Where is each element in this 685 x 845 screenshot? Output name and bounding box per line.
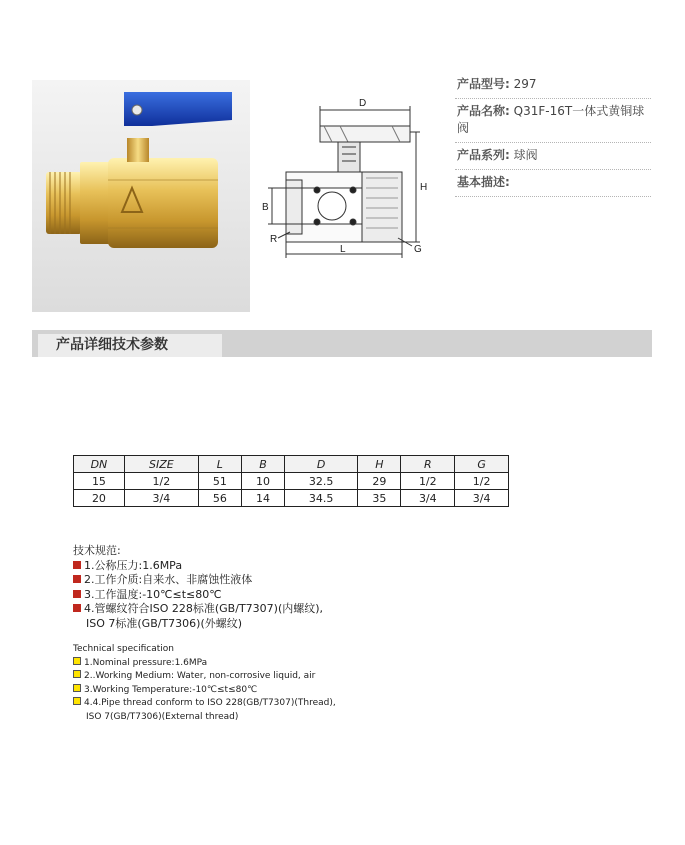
dim-label-l: L (340, 244, 346, 255)
product-desc-row (455, 170, 651, 197)
yellow-square-bullet-icon (73, 697, 81, 705)
table-cell: 1/2 (455, 473, 509, 490)
product-model-value: 297 (513, 77, 537, 91)
table-cell: 3/4 (401, 490, 455, 507)
yellow-square-bullet-icon (73, 670, 81, 678)
dim-label-g: G (414, 244, 422, 255)
table-row (74, 473, 509, 490)
dim-label-d: D (359, 98, 367, 109)
red-square-bullet-icon (73, 575, 81, 583)
table-header-cell: R (401, 456, 455, 473)
table-header-cell: L (198, 456, 241, 473)
table-cell: 3/4 (455, 490, 509, 507)
product-series-value: 球阀 (513, 148, 538, 162)
spec-cn-item: 2.工作介质:自来水、非腐蚀性液体 (84, 573, 253, 586)
dim-label-r: R (270, 234, 278, 245)
dimension-table (73, 455, 509, 507)
list-item (73, 602, 323, 617)
table-cell: 20 (74, 490, 125, 507)
table-cell: 1/2 (124, 473, 198, 490)
spec-en-item: 3.Working Temperature:-10℃≤t≤80℃ (84, 684, 258, 695)
list-item (73, 697, 336, 711)
product-series-label: 产品系列: (457, 148, 510, 162)
product-name-value: Q31F-16T一体式黄铜球阀 (457, 104, 645, 135)
table-header-cell: G (455, 456, 509, 473)
product-model-label: 产品型号: (457, 77, 510, 91)
table-cell: 32.5 (285, 473, 358, 490)
spec-en-title: Technical specification (73, 644, 174, 654)
red-square-bullet-icon (73, 561, 81, 569)
dim-label-h: H (420, 182, 428, 193)
table-header-row (74, 456, 509, 473)
table-cell: 14 (241, 490, 284, 507)
spec-cn-item: 1.公称压力:1.6MPa (84, 558, 183, 572)
table-cell: 29 (358, 473, 401, 490)
valve-cross-section-diagram (262, 92, 437, 262)
yellow-square-bullet-icon (73, 657, 81, 665)
table-cell: 56 (198, 490, 241, 507)
product-info-panel (455, 72, 651, 197)
table-header-cell: H (358, 456, 401, 473)
table-header-cell: DN (74, 456, 125, 473)
table-header-cell: SIZE (124, 456, 198, 473)
table-row (74, 490, 509, 507)
list-item (73, 670, 336, 684)
spec-cn-block (73, 544, 323, 631)
list-item (73, 657, 336, 671)
product-name-row (455, 99, 651, 143)
table-cell: 10 (241, 473, 284, 490)
table-cell: 34.5 (285, 490, 358, 507)
table-cell: 15 (74, 473, 125, 490)
product-desc-label: 基本描述: (457, 175, 510, 189)
spec-en-continuation: ISO 7(GB/T7306)(External thread) (86, 711, 239, 722)
spec-en-item: 2..Working Medium: Water, non-corrosive liquid, air (84, 671, 316, 681)
spec-cn-continuation: ISO 7标准(GB/T7306)(外螺纹) (86, 616, 243, 630)
spec-cn-title: 技术规范: (73, 544, 121, 557)
list-item (73, 588, 323, 603)
table-cell: 51 (198, 473, 241, 490)
table-cell: 3/4 (124, 490, 198, 507)
table-cell: 35 (358, 490, 401, 507)
section-title: 产品详细技术参数 (38, 334, 222, 357)
red-square-bullet-icon (73, 604, 81, 612)
brass-ball-valve-image (32, 80, 250, 312)
section-header-bar (32, 330, 652, 357)
product-photo (32, 80, 250, 312)
spec-cn-item: 4.管螺纹符合ISO 228标准(GB/T7307)(内螺纹), (84, 602, 324, 615)
yellow-square-bullet-icon (73, 684, 81, 692)
list-item (73, 684, 336, 698)
table-header-cell: D (285, 456, 358, 473)
dim-label-b: B (262, 202, 269, 213)
spec-en-item: 4.4.Pipe thread conform to ISO 228(GB/T7307)(Thread), (84, 698, 336, 708)
product-series-row (455, 143, 651, 170)
table-header-cell: B (241, 456, 284, 473)
spec-en-item: 1.Nominal pressure:1.6MPa (84, 657, 208, 668)
product-name-label: 产品名称: (457, 104, 510, 118)
spec-en-block (73, 643, 336, 724)
red-square-bullet-icon (73, 590, 81, 598)
spec-cn-item: 3.工作温度:-10℃≤t≤80℃ (84, 587, 222, 601)
list-item (73, 559, 323, 574)
list-item (73, 573, 323, 588)
table-cell: 1/2 (401, 473, 455, 490)
technical-drawing (262, 92, 437, 262)
product-model-row (455, 72, 651, 99)
